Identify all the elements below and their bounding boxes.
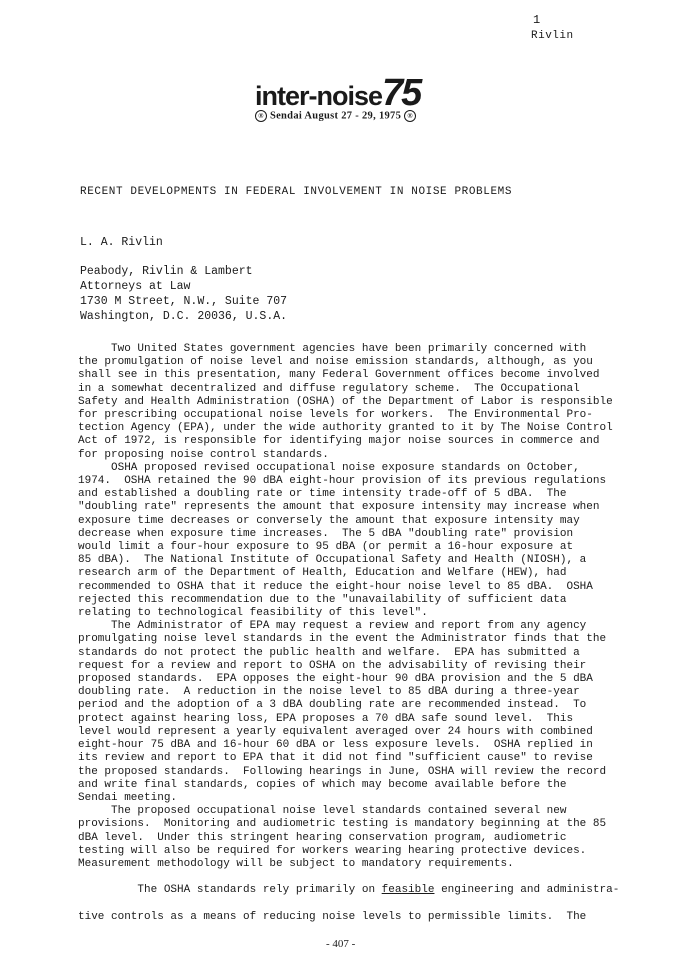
body-line: level would represent a yearly equivalent averaged over 24 hours with combined <box>78 725 593 738</box>
footer-page-number: - 407 - <box>326 938 356 950</box>
body-line: proposed standards. EPA opposes the eight-hour 90 dBA provision and the 5 dBA <box>78 673 593 686</box>
body-line: tection Agency (EPA), under the wide authority granted to it by The Noise Control <box>78 422 613 435</box>
body-line: shall see in this presentation, many Federal Government offices become involved <box>78 369 600 382</box>
paper-title: RECENT DEVELOPMENTS IN FEDERAL INVOLVEMENT IN NOISE PROBLEMS <box>80 186 513 198</box>
body-line-suffix: engineering and administra- <box>434 884 620 897</box>
body-line: relating to technological feasibility of this level". <box>78 607 428 620</box>
body-line: Measurement methodology will be subject to mandatory requirements. <box>78 857 514 870</box>
body-line: its review and report to EPA that it did not find "sufficient cause" to revise <box>78 752 593 765</box>
body-line: for proposing noise control standards. <box>78 448 329 461</box>
running-head-author: Rivlin <box>531 30 574 42</box>
author-affiliation <box>80 264 287 324</box>
body-line: Safety and Health Administration (OSHA) of the Department of Labor is responsible <box>78 395 613 408</box>
body-line: standards do not protect the public health and welfare. EPA has submitted a <box>78 646 580 659</box>
emblem-icon-right: ® <box>404 110 416 122</box>
body-line: period and the adoption of a 3 dBA doubling rate are recommended instead. To <box>78 699 587 712</box>
body-line: and established a doubling rate or time intensity trade-off of 5 dBA. The <box>78 488 567 501</box>
emblem-icon-left: ® <box>255 110 267 122</box>
body-line: "doubling rate" represents the amount that exposure intensity may increase when <box>78 501 600 514</box>
body-line: doubling rate. A reduction in the noise level to 85 dBA during a three-year <box>78 686 580 699</box>
paper-author: L. A. Rivlin <box>80 236 163 249</box>
body-line: exposure time decreases or conversely the amount that exposure intensity may <box>78 514 580 527</box>
body-line-prefix: The OSHA standards rely primarily on <box>104 884 382 897</box>
body-line: 1974. OSHA retained the 90 dBA eight-hour provision of its previous regulations <box>78 475 607 488</box>
emphasis-feasible: feasible <box>381 884 435 897</box>
body-line: Act of 1972, is responsible for identifying major noise sources in commerce and <box>78 435 600 448</box>
affiliation-line: 1730 M Street, N.W., Suite 707 <box>80 295 288 308</box>
page-number: 1 <box>533 13 541 27</box>
body-line: the proposed standards. Following hearings in June, OSHA will review the record <box>78 765 607 778</box>
venue-line: Sendai August 27 - 29, 1975 <box>269 110 402 122</box>
logo-wordmark: inter-noise <box>255 81 383 111</box>
body-line: eight-hour 75 dBA and 16-hour 60 dBA or less exposure levels. OSHA replied in <box>78 739 593 752</box>
body-line: protect against hearing loss, EPA proposes a 70 dBA safe sound level. This <box>78 712 574 725</box>
body-line: Two United States government agencies have been primarily concerned with <box>78 343 587 355</box>
body-line: rejected this recommendation due to the "unavailability of sufficient data <box>78 593 567 606</box>
body-line: promulgating noise level standards in the event the Administrator finds that the <box>78 633 607 646</box>
body-line: for prescribing occupational noise levels for workers. The Environmental Pro- <box>78 409 593 422</box>
affiliation-line: Attorneys at Law <box>80 280 191 293</box>
body-line: in a somewhat decentralized and diffuse regulatory scheme. The Occupational <box>78 382 580 395</box>
affiliation-line: Washington, D.C. 20036, U.S.A. <box>80 310 288 323</box>
body-line <box>78 871 620 911</box>
conference-logo <box>255 72 420 115</box>
body-line: The Administrator of EPA may request a review and report from any agency <box>78 620 587 633</box>
body-line: dBA level. Under this stringent hearing conservation program, audiometric <box>78 831 567 844</box>
body-line: and write final standards, copies of which may become available before the <box>78 778 567 791</box>
body-line: testing will also be required for workers wearing hearing protective devices. <box>78 844 587 857</box>
body-line: recommended to OSHA that it reduce the eight-hour noise level to 85 dBA. OSHA <box>78 580 593 593</box>
body-line: research arm of the Department of Health, Education and Welfare (HEW), had <box>78 567 567 580</box>
body-line: tive controls as a means of reducing noise levels to permissible limits. The <box>78 910 587 923</box>
body-line: OSHA proposed revised occupational noise exposure standards on October, <box>78 461 580 474</box>
body-line: would limit a four-hour exposure to 95 dBA (or permit a 16-hour exposure at <box>78 541 574 554</box>
body-line: provisions. Monitoring and audiometric testing is mandatory beginning at the 85 <box>78 818 607 831</box>
body-line: Sendai meeting. <box>78 791 178 804</box>
affiliation-line: Peabody, Rivlin & Lambert <box>80 265 253 278</box>
logo-year: 75 <box>382 72 421 114</box>
conference-venue <box>255 110 416 122</box>
body-line: request for a review and report to OSHA on the advisability of revising their <box>78 659 587 672</box>
body-line: decrease when exposure time increases. The 5 dBA "doubling rate" provision <box>78 527 574 540</box>
body-line: The proposed occupational noise level standards contained several new <box>78 805 567 818</box>
paper-body <box>78 343 620 924</box>
body-line: 85 dBA). The National Institute of Occupational Safety and Health (NIOSH), a <box>78 554 587 567</box>
body-line: the promulgation of noise level and noise emission standards, although, as you <box>78 356 593 369</box>
